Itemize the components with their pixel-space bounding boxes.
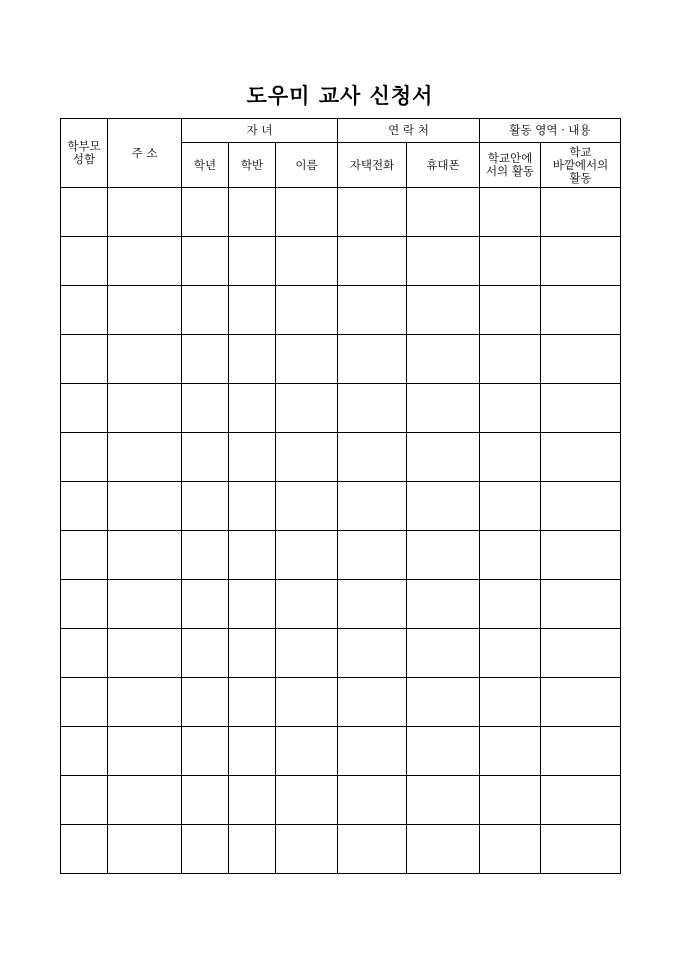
cell-name[interactable]	[276, 531, 338, 580]
cell-address[interactable]	[108, 433, 182, 482]
cell-in-school[interactable]	[480, 286, 541, 335]
cell-grade[interactable]	[182, 678, 229, 727]
cell-mobile[interactable]	[407, 188, 480, 237]
cell-out-school[interactable]	[541, 727, 621, 776]
cell-grade[interactable]	[182, 629, 229, 678]
table-row	[61, 776, 621, 825]
cell-mobile[interactable]	[407, 580, 480, 629]
cell-out-school[interactable]	[541, 286, 621, 335]
cell-class[interactable]	[229, 286, 276, 335]
cell-out-school[interactable]	[541, 433, 621, 482]
header-in-school-line1: 학교안에	[487, 151, 533, 165]
table-row	[61, 825, 621, 874]
entry-rows	[61, 188, 621, 874]
table-row	[61, 727, 621, 776]
cell-name[interactable]	[276, 433, 338, 482]
cell-address[interactable]	[108, 237, 182, 286]
table-row	[61, 188, 621, 237]
cell-name[interactable]	[276, 580, 338, 629]
header-out-school-line3: 활동	[569, 170, 592, 185]
table-row	[61, 629, 621, 678]
cell-mobile[interactable]	[407, 727, 480, 776]
cell-grade[interactable]	[182, 727, 229, 776]
cell-in-school[interactable]	[480, 335, 541, 384]
table-row	[61, 433, 621, 482]
cell-grade[interactable]	[182, 580, 229, 629]
header-name: 이름	[276, 143, 338, 188]
cell-address[interactable]	[108, 188, 182, 237]
header-home-phone: 자택전화	[338, 143, 407, 188]
cell-address[interactable]	[108, 727, 182, 776]
cell-home-phone[interactable]	[338, 825, 407, 874]
cell-address[interactable]	[108, 776, 182, 825]
header-contact: 연 락 처	[338, 119, 480, 143]
cell-out-school[interactable]	[541, 482, 621, 531]
table-row	[61, 286, 621, 335]
cell-class[interactable]	[229, 678, 276, 727]
cell-address[interactable]	[108, 384, 182, 433]
cell-in-school[interactable]	[480, 384, 541, 433]
cell-mobile[interactable]	[407, 433, 480, 482]
cell-mobile[interactable]	[407, 335, 480, 384]
cell-grade[interactable]	[182, 776, 229, 825]
cell-class[interactable]	[229, 776, 276, 825]
cell-home-phone[interactable]	[338, 531, 407, 580]
cell-parent-name[interactable]	[61, 286, 108, 335]
cell-in-school[interactable]	[480, 678, 541, 727]
header-mobile: 휴대폰	[407, 143, 480, 188]
header-out-school	[541, 143, 621, 188]
cell-mobile[interactable]	[407, 482, 480, 531]
header-out-school-line1: 학교	[569, 144, 592, 159]
cell-mobile[interactable]	[407, 384, 480, 433]
cell-class[interactable]	[229, 335, 276, 384]
cell-parent-name[interactable]	[61, 629, 108, 678]
cell-home-phone[interactable]	[338, 335, 407, 384]
header-children: 자 녀	[182, 119, 338, 143]
cell-mobile[interactable]	[407, 237, 480, 286]
cell-out-school[interactable]	[541, 384, 621, 433]
cell-address[interactable]	[108, 678, 182, 727]
header-address: 주 소	[108, 119, 182, 188]
cell-name[interactable]	[276, 384, 338, 433]
table-row	[61, 531, 621, 580]
cell-name[interactable]	[276, 188, 338, 237]
cell-mobile[interactable]	[407, 286, 480, 335]
header-parent-name	[61, 119, 108, 188]
header-parent-name-line1: 학부모	[67, 139, 101, 153]
cell-class[interactable]	[229, 384, 276, 433]
application-table	[60, 118, 621, 874]
cell-parent-name[interactable]	[61, 335, 108, 384]
cell-class[interactable]	[229, 629, 276, 678]
cell-address[interactable]	[108, 531, 182, 580]
cell-parent-name[interactable]	[61, 531, 108, 580]
cell-grade[interactable]	[182, 237, 229, 286]
cell-name[interactable]	[276, 237, 338, 286]
cell-in-school[interactable]	[480, 531, 541, 580]
header-parent-name-line2: 성함	[72, 152, 96, 166]
cell-home-phone[interactable]	[338, 237, 407, 286]
cell-name[interactable]	[276, 482, 338, 531]
cell-parent-name[interactable]	[61, 580, 108, 629]
cell-class[interactable]	[229, 727, 276, 776]
cell-mobile[interactable]	[407, 776, 480, 825]
cell-class[interactable]	[229, 433, 276, 482]
cell-address[interactable]	[108, 482, 182, 531]
cell-parent-name[interactable]	[61, 825, 108, 874]
header-activity: 활동 영역 · 내용	[480, 119, 621, 143]
cell-class[interactable]	[229, 188, 276, 237]
table-row	[61, 580, 621, 629]
cell-parent-name[interactable]	[61, 678, 108, 727]
cell-in-school[interactable]	[480, 433, 541, 482]
cell-in-school[interactable]	[480, 580, 541, 629]
cell-name[interactable]	[276, 727, 338, 776]
cell-parent-name[interactable]	[61, 727, 108, 776]
cell-address[interactable]	[108, 825, 182, 874]
cell-name[interactable]	[276, 335, 338, 384]
cell-home-phone[interactable]	[338, 678, 407, 727]
cell-address[interactable]	[108, 335, 182, 384]
table-row	[61, 335, 621, 384]
cell-home-phone[interactable]	[338, 286, 407, 335]
cell-out-school[interactable]	[541, 825, 621, 874]
cell-parent-name[interactable]	[61, 237, 108, 286]
cell-in-school[interactable]	[480, 776, 541, 825]
cell-name[interactable]	[276, 825, 338, 874]
cell-class[interactable]	[229, 580, 276, 629]
cell-name[interactable]	[276, 286, 338, 335]
cell-home-phone[interactable]	[338, 482, 407, 531]
cell-grade[interactable]	[182, 335, 229, 384]
cell-out-school[interactable]	[541, 531, 621, 580]
table-row	[61, 384, 621, 433]
header-out-school-line2: 바깥에서의	[552, 157, 609, 172]
cell-home-phone[interactable]	[338, 188, 407, 237]
header-in-school	[480, 143, 541, 188]
header-grade: 학년	[182, 143, 229, 188]
cell-out-school[interactable]	[541, 188, 621, 237]
cell-home-phone[interactable]	[338, 433, 407, 482]
form-title: 도우미 교사 신청서	[246, 83, 434, 108]
cell-out-school[interactable]	[541, 237, 621, 286]
cell-grade[interactable]	[182, 825, 229, 874]
cell-class[interactable]	[229, 237, 276, 286]
cell-name[interactable]	[276, 678, 338, 727]
cell-parent-name[interactable]	[61, 433, 108, 482]
table-row	[61, 237, 621, 286]
cell-out-school[interactable]	[541, 335, 621, 384]
cell-out-school[interactable]	[541, 629, 621, 678]
cell-parent-name[interactable]	[61, 384, 108, 433]
cell-in-school[interactable]	[480, 188, 541, 237]
cell-home-phone[interactable]	[338, 580, 407, 629]
cell-in-school[interactable]	[480, 237, 541, 286]
cell-mobile[interactable]	[407, 825, 480, 874]
cell-out-school[interactable]	[541, 580, 621, 629]
cell-out-school[interactable]	[541, 776, 621, 825]
cell-home-phone[interactable]	[338, 727, 407, 776]
cell-parent-name[interactable]	[61, 188, 108, 237]
cell-class[interactable]	[229, 531, 276, 580]
cell-parent-name[interactable]	[61, 776, 108, 825]
cell-home-phone[interactable]	[338, 384, 407, 433]
cell-address[interactable]	[108, 286, 182, 335]
table-row	[61, 678, 621, 727]
cell-in-school[interactable]	[480, 482, 541, 531]
cell-name[interactable]	[276, 629, 338, 678]
cell-grade[interactable]	[182, 384, 229, 433]
cell-in-school[interactable]	[480, 629, 541, 678]
cell-in-school[interactable]	[480, 825, 541, 874]
cell-grade[interactable]	[182, 433, 229, 482]
cell-grade[interactable]	[182, 531, 229, 580]
cell-grade[interactable]	[182, 286, 229, 335]
cell-out-school[interactable]	[541, 678, 621, 727]
cell-name[interactable]	[276, 776, 338, 825]
cell-parent-name[interactable]	[61, 482, 108, 531]
cell-grade[interactable]	[182, 188, 229, 237]
cell-mobile[interactable]	[407, 678, 480, 727]
cell-home-phone[interactable]	[338, 629, 407, 678]
cell-grade[interactable]	[182, 482, 229, 531]
header-class: 학반	[229, 143, 276, 188]
cell-home-phone[interactable]	[338, 776, 407, 825]
cell-address[interactable]	[108, 629, 182, 678]
cell-class[interactable]	[229, 825, 276, 874]
cell-mobile[interactable]	[407, 629, 480, 678]
table-row	[61, 482, 621, 531]
cell-class[interactable]	[229, 482, 276, 531]
header-in-school-line2: 서의 활동	[485, 164, 535, 178]
cell-mobile[interactable]	[407, 531, 480, 580]
cell-address[interactable]	[108, 580, 182, 629]
cell-in-school[interactable]	[480, 727, 541, 776]
